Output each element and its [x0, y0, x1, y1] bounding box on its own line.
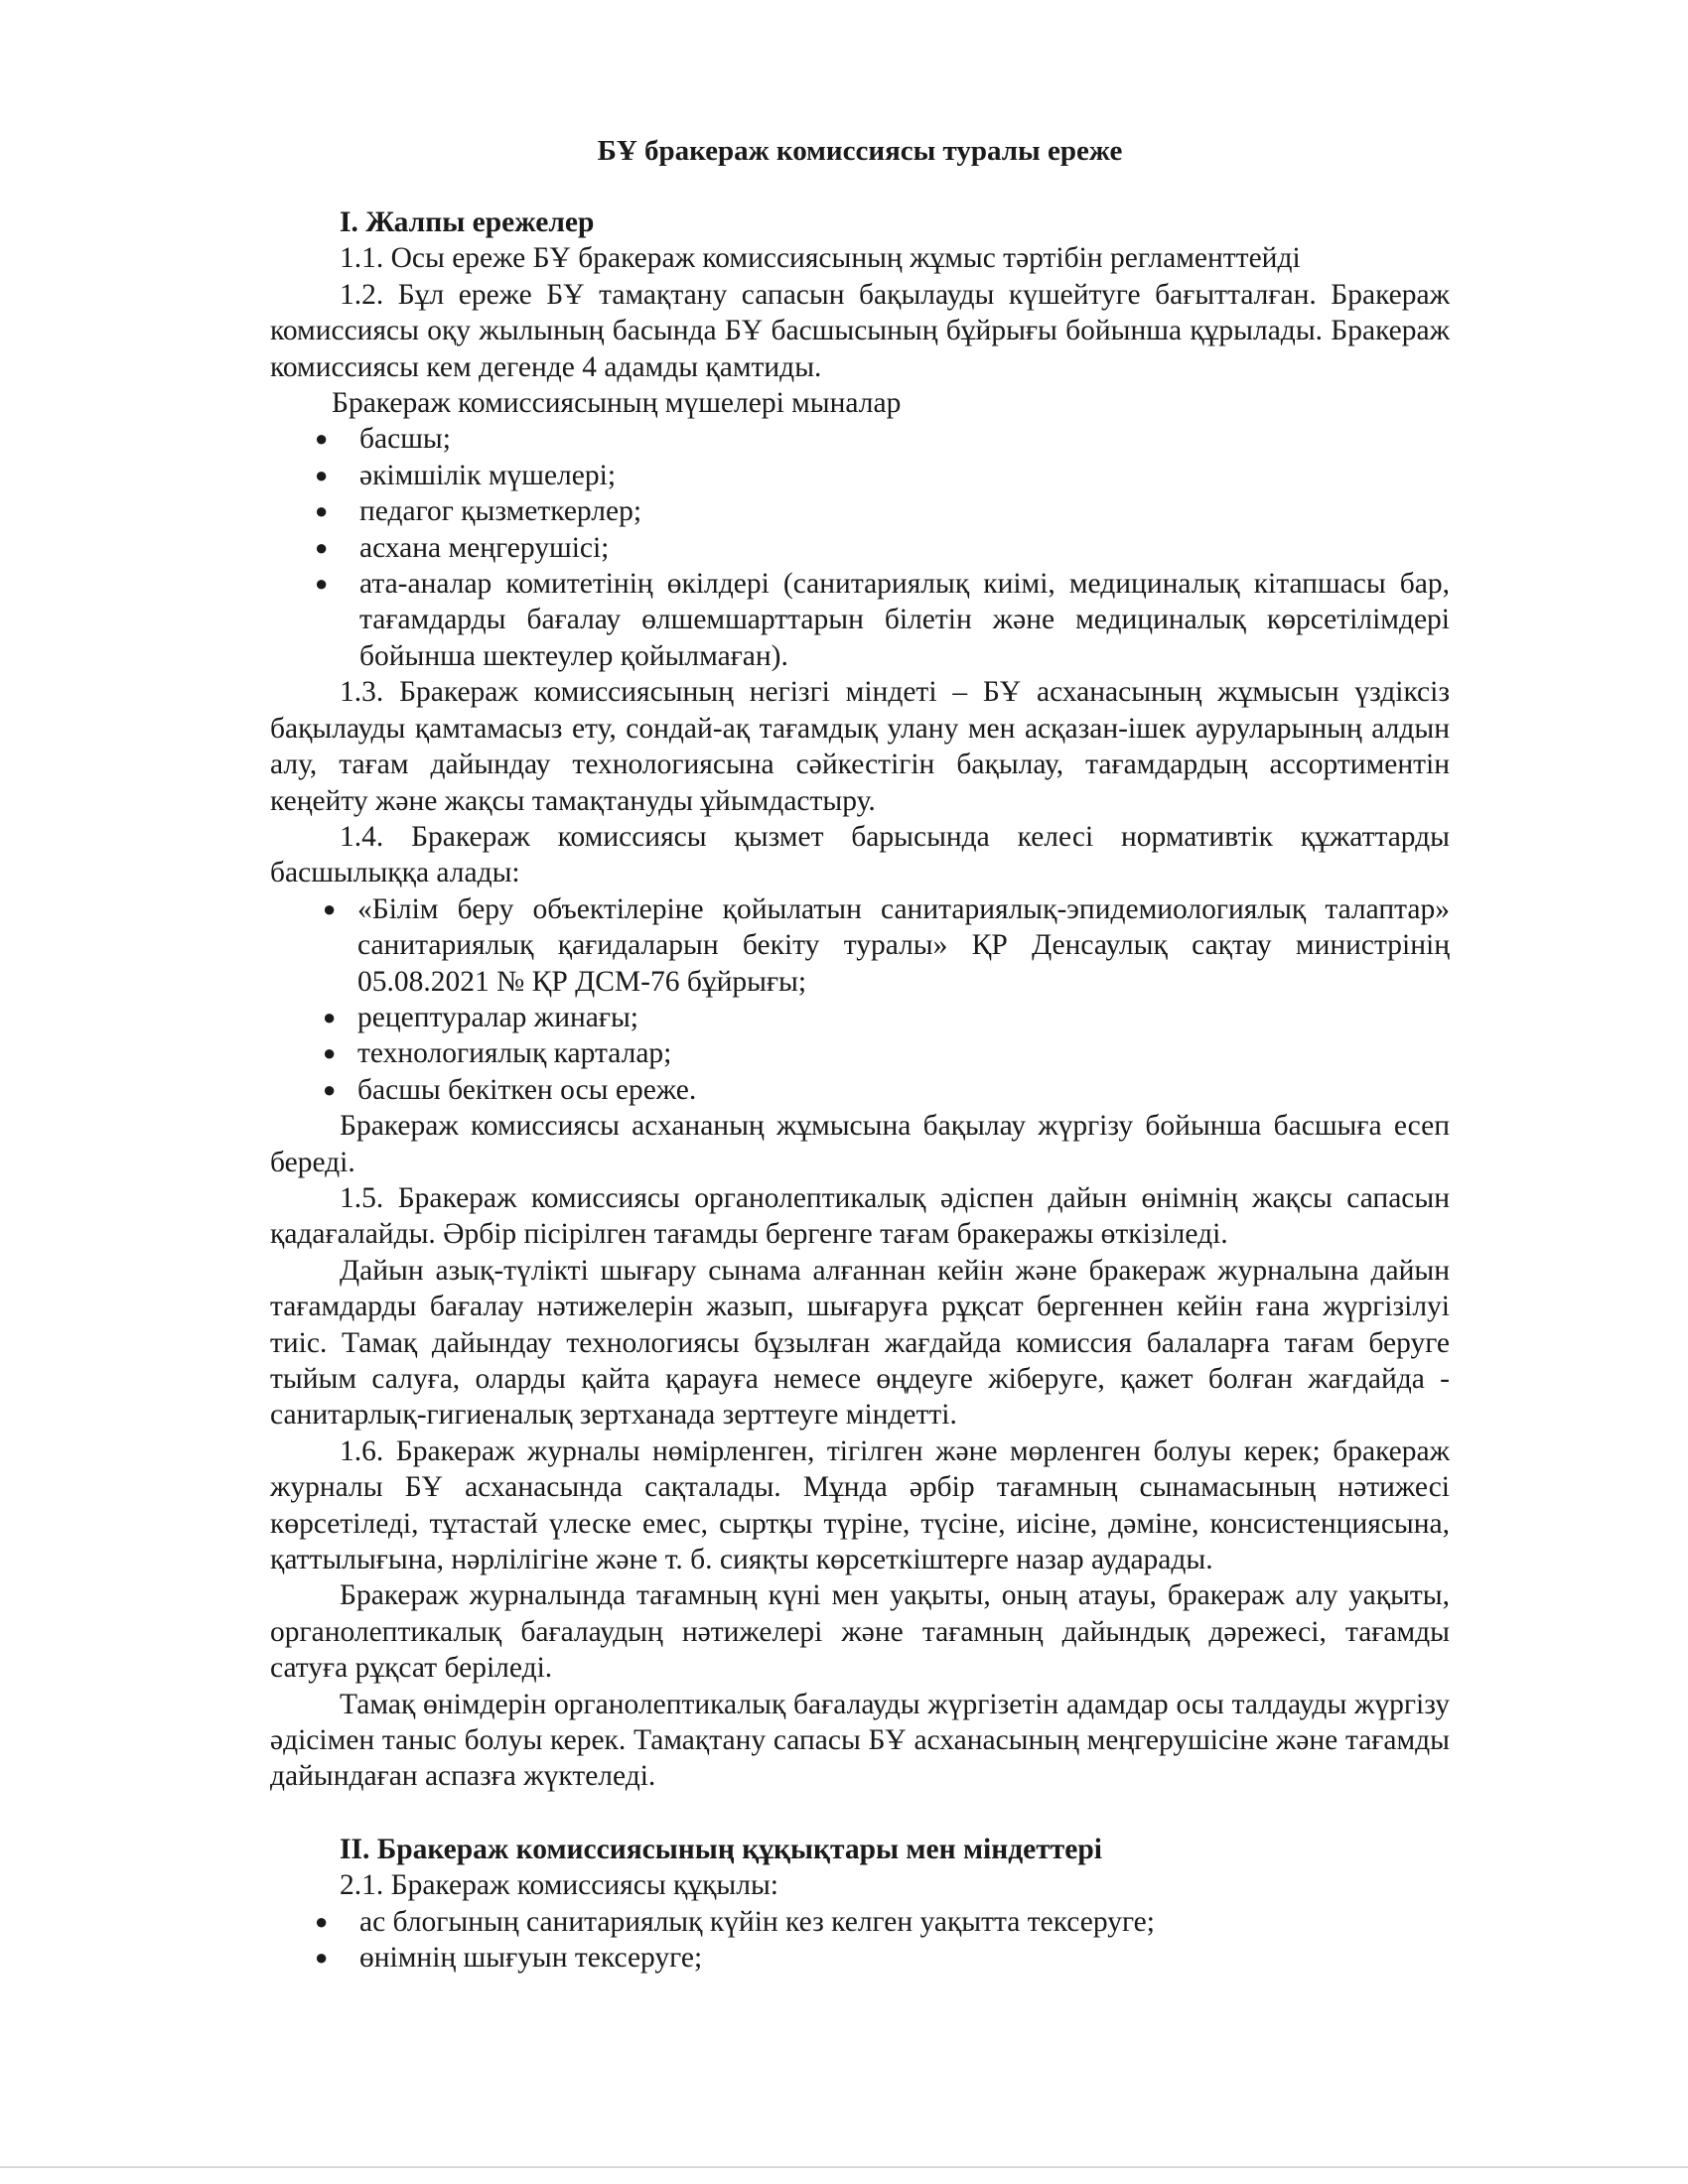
clause-1-6-responsibility: Тамақ өнімдерін органолептикалық бағалауды жүргізетін адамдар осы талдауды жүргізу әдісімен таныс болуы керек. Тамақтану сапасы БҰ асханасының меңгерушісіне және тағамды дайындаған аспазға жүктеледі. [270, 1688, 1450, 1793]
bullet-icon: ● [323, 895, 337, 921]
clause-1-6: 1.6. Бракераж журналы нөмірленген, тігілген және мөрленген болуы керек; бракераж журналы БҰ асханасында сақталады. Мұнда әрбір тағамның сынамасының нәтижесі көрсетіледі, тұтастай үлеске емес, сыртқы түріне, түсіне, иісіне, дәміне, консистенциясына, қаттылығына, нәрлілігіне және т. б. сияқты көрсеткіштерге назар аударады. [270, 1434, 1450, 1576]
clause-1-5-release: Дайын азық-түлікті шығару сынама алғаннан кейін және бракераж журналына дайын тағамдарды бағалау нәтижелерін жазып, шығаруға рұқсат бергеннен кейін ғана жүргізілуі тиіс. Тамақ дайындау технологиясы бұзылған жағдайда комиссия балаларға тағам беруге тыйым салуға, оларды қайта қарауға немесе өңдеуге жіберуге, қажет болған жағдайда - санитарлық-гигиеналық зертханада зерттеуге міндетті. [270, 1254, 1450, 1432]
scan-edge-line [0, 2166, 1688, 2168]
bullet-icon: ● [315, 498, 329, 524]
list-item: ● асхана меңгерушісі; [270, 530, 1450, 566]
list-item: ● педагог қызметкерлер; [270, 493, 1450, 529]
list-item: ● ас блогының санитариялық күйін кез келген уақытта тексеруге; [270, 1904, 1450, 1940]
bullet-icon: ● [323, 1076, 337, 1102]
clause-1-4-report: Бракераж комиссиясы асхананың жұмысына бақылау жүргізу бойынша басшыға есеп береді. [270, 1110, 1450, 1178]
list-item: ● «Білім беру объектілеріне қойылатын санитариялық-эпидемиологиялық талаптар» санитариялық қағидаларын бекіту туралы» ҚР Денсаулық сақтау министрінің 05.08.2021 № ҚР ДСМ-76 бұйрығы; [323, 892, 1450, 998]
bullet-icon: ● [315, 534, 329, 560]
bullet-icon: ● [315, 1945, 329, 1971]
list-item: ● өнімнің шығуын тексеруге; [270, 1940, 1450, 1976]
members-intro: Бракераж комиссиясының мүшелері мыналар [332, 387, 902, 420]
bullet-icon: ● [323, 1004, 337, 1029]
list-item: ● ата-аналар комитетінің өкілдері (санитариялық киімі, медициналық кітапшасы бар, тағамдарды бағалау өлшемшарттарын білетін және медициналық көрсетілімдері бойынша шектеулер қойылмаған). [315, 568, 1450, 672]
section-gap [270, 1795, 1450, 1832]
section-1-heading: I. Жалпы ережелер [340, 206, 595, 238]
bullet-icon: ● [315, 426, 329, 452]
clause-1-3: 1.3. Бракераж комиссиясының негізгі міндеті – БҰ асханасының жұмысын үздіксіз бақылауды қамтамасыз ету, сондай-ақ тағамдық улану мен асқазан-ішек ауруларының алдын алу, тағам дайындау технологиясына сәйкестігін бақылау, тағамдардың ассортиментін кеңейту және жақсы тамақтануды ұйымдастыру. [270, 676, 1450, 817]
list-item: ● технологиялық карталар; [270, 1035, 1450, 1071]
clause-2-1: 2.1. Бракераж комиссиясы құқылы: [340, 1869, 778, 1902]
list-item: ● басшы; [270, 421, 1450, 457]
rights-list [270, 1904, 1450, 1977]
members-list [270, 421, 1450, 674]
clause-1-5: 1.5. Бракераж комиссиясы органолептикалық әдіспен дайын өнімнің жақсы сапасын қадағалайды. Әрбір пісірілген тағамды бергенге тағам бракеражы өткізіледі. [270, 1181, 1450, 1251]
normative-documents-list [270, 891, 1450, 1108]
document-body [270, 205, 1450, 1977]
list-item: ● әкімшілік мүшелері; [270, 458, 1450, 493]
bullet-icon: ● [315, 571, 329, 597]
section-2-heading: II. Бракераж комиссиясының құқықтары мен міндеттері [340, 1833, 1102, 1865]
clause-1-4: 1.4. Бракераж комиссиясы қызмет барысында келесі нормативтік құжаттарды басшылыққа алады: [270, 820, 1450, 889]
list-item: ● рецептуралар жинағы; [270, 1000, 1450, 1035]
bullet-icon: ● [315, 1908, 329, 1934]
document-title: БҰ бракераж комиссиясы туралы ереже [597, 135, 1123, 167]
clause-1-2: 1.2. Бұл ереже БҰ тамақтану сапасын бақылауды күшейтуге бағытталған. Бракераж комиссиясы оқу жылының басында БҰ басшысының бұйрығы бойынша құрылады. Бракераж комиссиясы кем дегенде 4 адамды қамтиды. [270, 278, 1450, 383]
list-item: ● басшы бекіткен осы ереже. [270, 1072, 1450, 1108]
bullet-icon: ● [323, 1040, 337, 1066]
clause-1-6-journal: Бракераж журналында тағамның күні мен уақыты, оның атауы, бракераж алу уақыты, органолептикалық бағалаудың нәтижелері және тағамның дайындық дәрежесі, тағамды сатуға рұқсат беріледі. [270, 1579, 1450, 1685]
clause-1-1: 1.1. Осы ереже БҰ бракераж комиссиясының жұмыс тәртібін регламенттейді [340, 242, 1301, 275]
bullet-icon: ● [315, 462, 329, 487]
